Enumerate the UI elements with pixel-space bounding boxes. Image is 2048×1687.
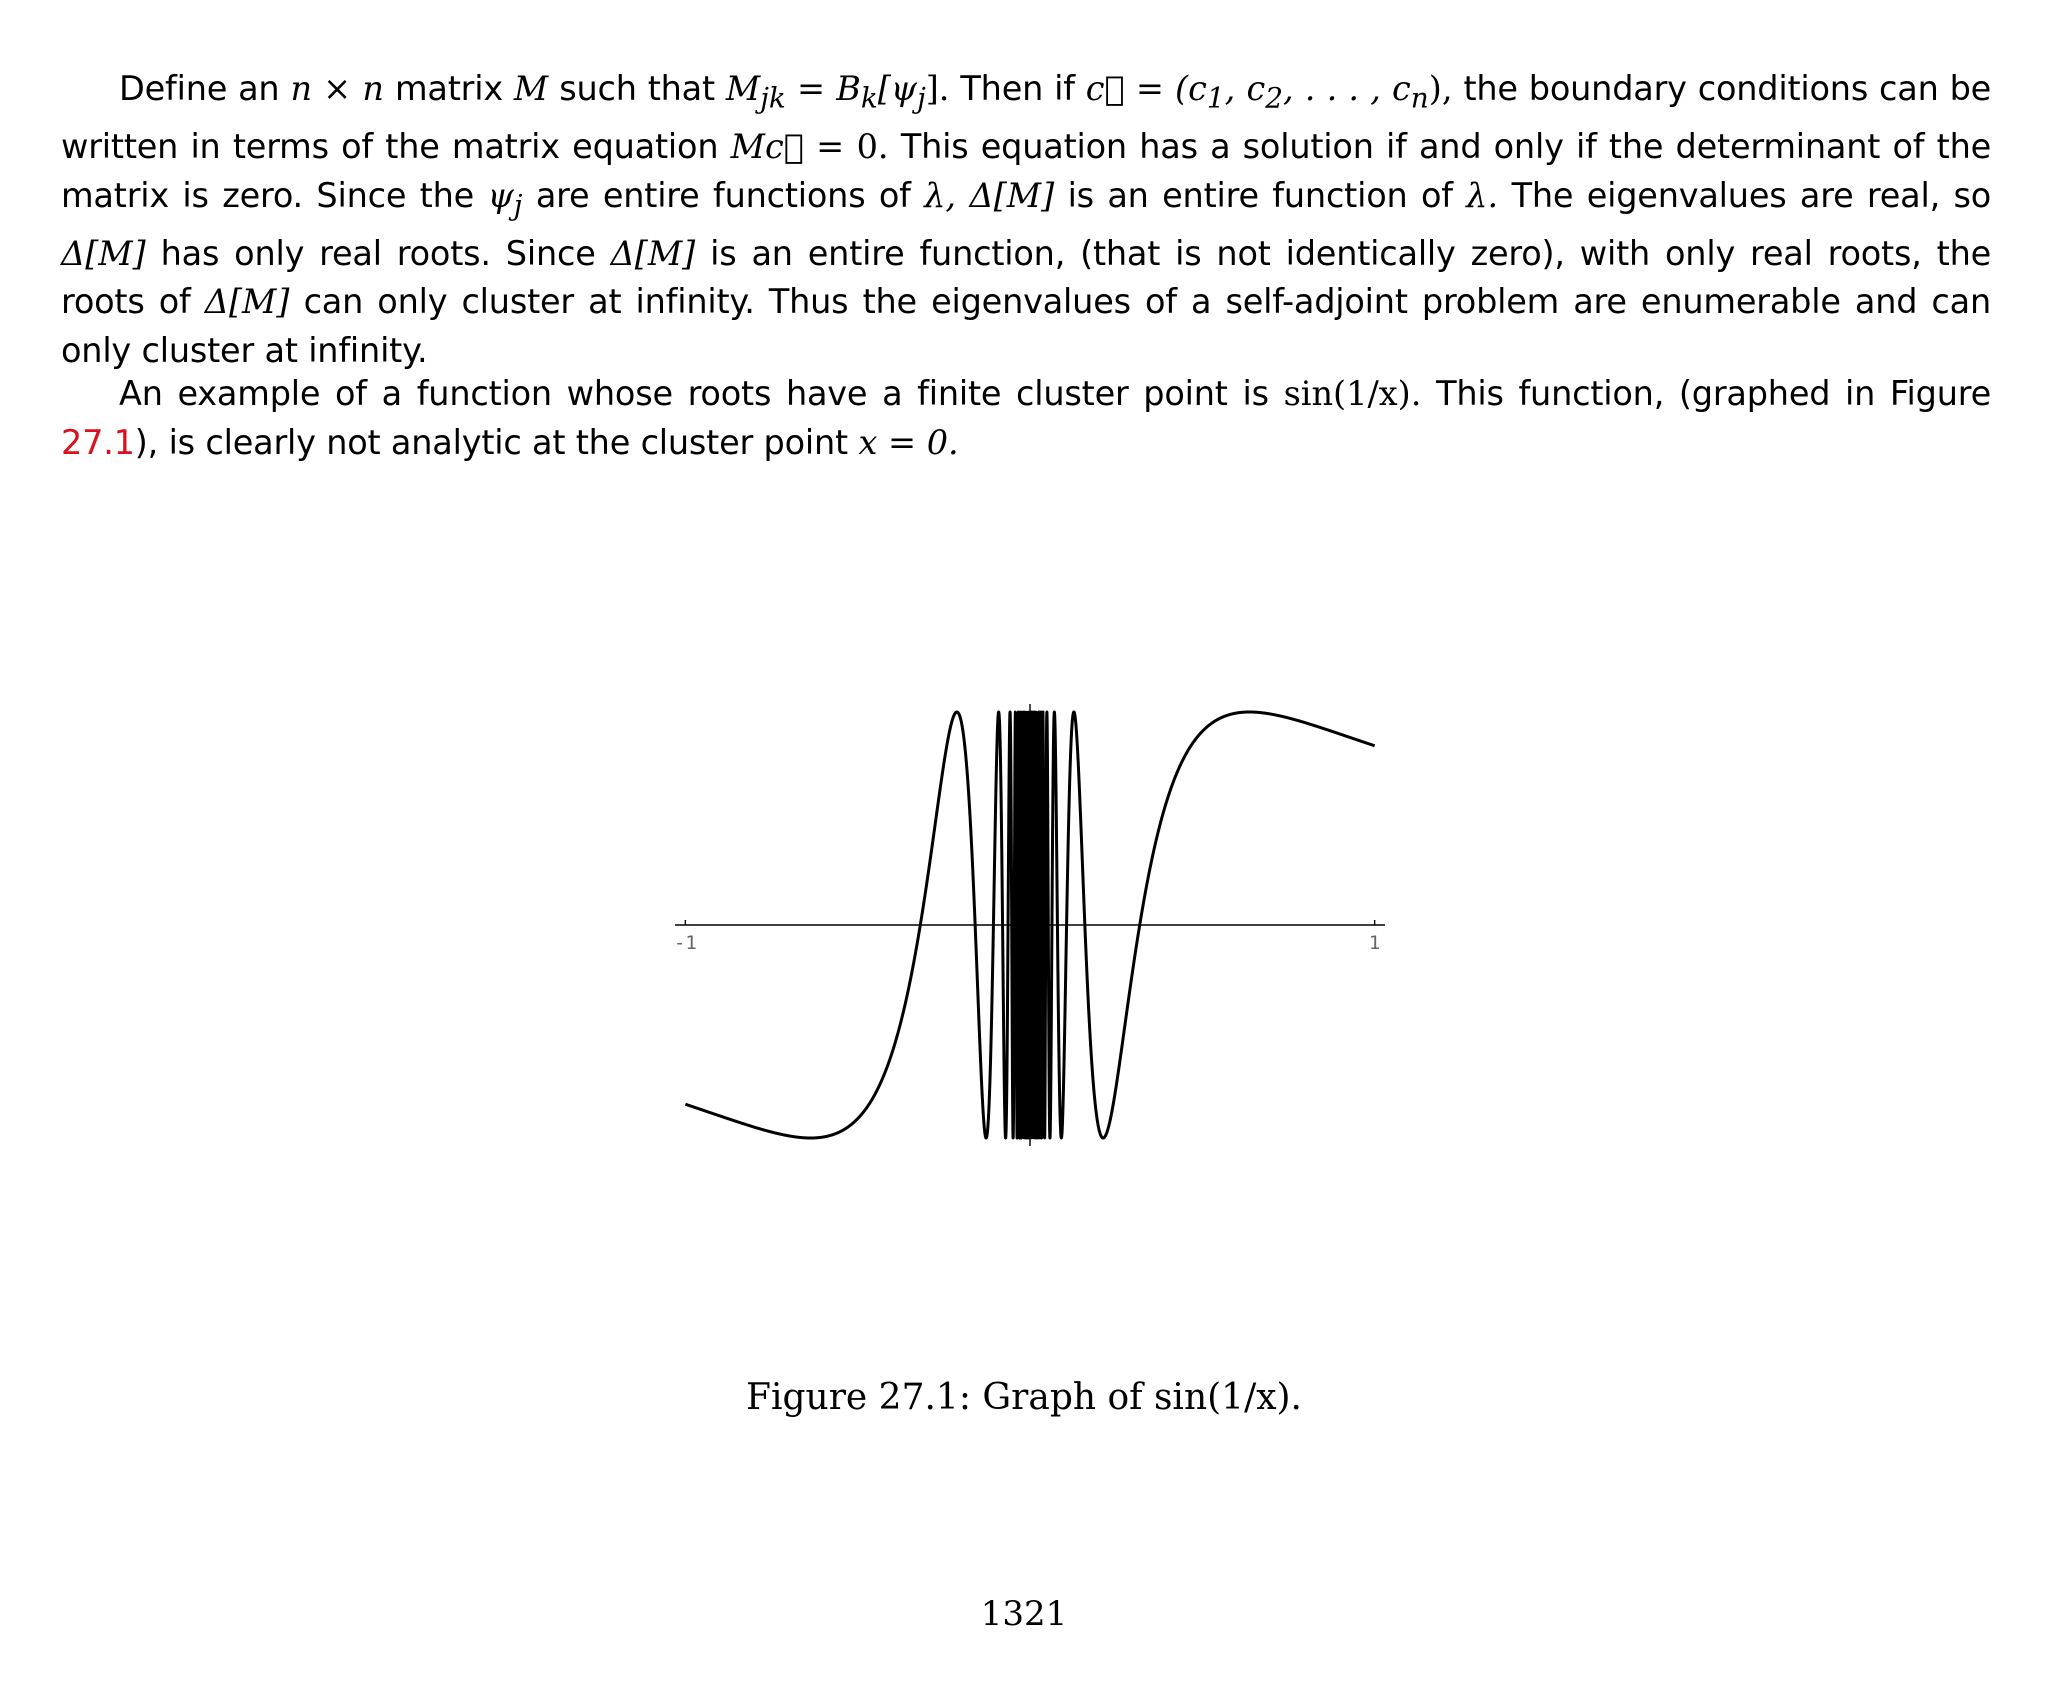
math-B: B	[836, 69, 861, 108]
math-c-vector-def	[1085, 69, 1453, 115]
text-run: is an entire function, (that is not identically zero), with only real roots, the roots of	[61, 233, 1992, 322]
text-run: This function, (graphed in Figure	[1436, 374, 1991, 413]
text-run: matrix	[394, 69, 503, 108]
math-dots: , . . . , c	[1283, 69, 1411, 108]
math-delta-M: Δ[M]	[61, 233, 146, 273]
text-run: ), is clearly not analytic at the cluster point	[134, 422, 848, 462]
text-run: The eigenvalues are real, so	[1511, 175, 1991, 215]
math-delta-M: Δ[M]	[610, 233, 696, 273]
figure-ref-link[interactable]: 27.1	[61, 422, 135, 462]
text-run: is an entire function of	[1067, 175, 1453, 215]
subscript-j: j	[513, 188, 523, 222]
text-run: can only cluster at infinity. Thus the eigenvalues of a self-adjoint problem are enumerable and can only cluster at infinity.	[61, 282, 1992, 370]
subscript-j: j	[917, 81, 926, 115]
page-number: 1321	[980, 1594, 1068, 1634]
sin-inverse-x-plot	[650, 690, 1410, 1180]
math-equals-zero: = 0.	[816, 127, 889, 167]
subscript-jk: jk	[760, 81, 786, 115]
math-sin-1-over-x: sin(1/x).	[1283, 374, 1422, 413]
text-run: has only real roots. Since	[160, 233, 596, 273]
math-lambda: λ,	[924, 175, 957, 215]
figure-caption: Figure 27.1: Graph of sin(1/x).	[746, 1377, 1302, 1418]
subscript-2: 2	[1265, 81, 1283, 115]
math-x-equals-zero: x = 0.	[858, 422, 959, 462]
math-psi: [ψ	[877, 69, 918, 108]
paragraph-1	[61, 65, 1991, 375]
math-psi: ψ	[487, 175, 514, 215]
text-run: Then if	[960, 69, 1075, 108]
text-run: An example of a function whose roots have a finite cluster point is	[119, 374, 1269, 413]
math-delta-M: Δ[M]	[204, 282, 290, 322]
math-n-by-n: n × n	[290, 69, 384, 108]
text-run: the boundary conditions can be written in terms of the matrix equation	[61, 69, 1992, 167]
math-equals: =	[796, 69, 826, 108]
math-c-vector: c⃗	[1085, 69, 1125, 108]
math-Mjk-eq	[725, 69, 950, 115]
math-psi-j	[487, 175, 523, 222]
math-tuple-close: ),	[1428, 69, 1453, 108]
math-M: M	[513, 69, 549, 108]
math-lambda: λ.	[1466, 175, 1499, 215]
math-tuple: = (c	[1135, 69, 1207, 108]
text-run: are entire functions of	[535, 175, 911, 215]
subscript-k: k	[860, 81, 878, 115]
math-delta-M: Δ[M]	[969, 175, 1055, 215]
figure-27-1	[650, 690, 1410, 1180]
x-tick-label-left: -1	[673, 932, 697, 954]
text-run: such that	[559, 69, 715, 108]
subscript-n: n	[1410, 81, 1429, 115]
math-c2: , c	[1224, 69, 1266, 108]
math-bracket: ].	[925, 69, 950, 108]
math-M-c: Mc⃗	[730, 127, 804, 167]
x-tick-label-right: 1	[1368, 932, 1381, 954]
math-M: M	[725, 69, 761, 108]
text-run: Define an	[119, 69, 280, 108]
text-run: This equation has a solution if and only if the determinant of the matrix is zero. Since the	[61, 127, 1992, 215]
subscript-1: 1	[1206, 81, 1225, 115]
paragraph-2	[61, 370, 1991, 467]
